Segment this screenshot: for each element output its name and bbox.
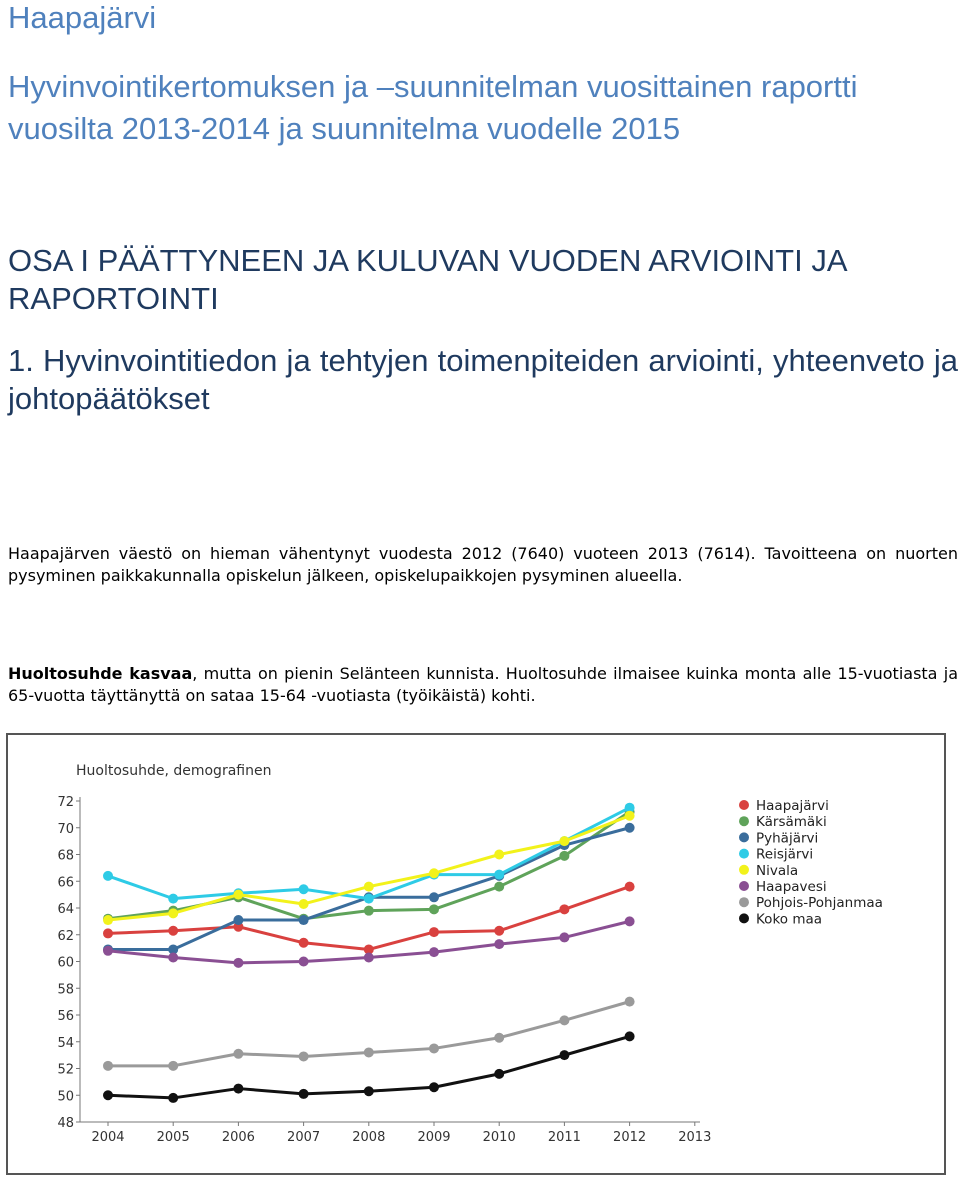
data-point [168,1061,178,1071]
data-point [494,882,504,892]
data-point [168,952,178,962]
x-tick-label: 2011 [547,1130,581,1145]
data-point [233,915,243,925]
data-point [364,1086,374,1096]
x-tick-label: 2013 [678,1130,712,1145]
data-point [625,916,635,926]
data-point [364,894,374,904]
legend-label: Nivala [756,862,799,879]
data-point [103,871,113,881]
x-tick-label: 2004 [91,1130,125,1145]
y-tick-label: 52 [57,1062,74,1078]
data-point [559,851,569,861]
data-point [103,1090,113,1100]
legend-label: Haapavesi [756,879,827,895]
data-point [429,927,439,937]
data-point [233,1049,243,1059]
data-point [494,926,504,936]
legend-marker [739,849,749,859]
data-point [494,1069,504,1079]
data-point [299,1051,309,1061]
y-tick-label: 58 [57,982,74,998]
data-point [103,946,113,956]
dependency-ratio-chart [8,735,944,1173]
x-tick-label: 2008 [352,1130,386,1145]
legend-label: Haapajärvi [756,798,829,814]
legend-marker [739,913,749,923]
x-tick-label: 2006 [221,1130,255,1145]
legend-marker [739,897,749,907]
data-point [625,811,635,821]
y-tick-label: 72 [57,795,74,810]
data-point [625,823,635,833]
legend-label: Koko maa [756,911,823,928]
legend-marker [739,832,749,842]
legend-label: Reisjärvi [756,846,814,863]
data-point [168,908,178,918]
data-point [364,882,374,892]
data-point [364,906,374,916]
data-point [168,1093,178,1103]
dependency-ratio-text: , mutta on pienin Selänteen kunnista. Huoltosuhde ilmaisee kuinka monta alle 15-vuotiasta ja 65-vuotta täyttänyttä on sataa 15-64 -vuotiasta (työikäistä) kohti. [8,664,959,705]
legend-label: Pohjois-Pohjanmaa [756,895,883,912]
data-point [299,915,309,925]
data-point [299,938,309,948]
legend-label: Pyhäjärvi [756,830,819,847]
data-point [364,1047,374,1057]
chart-title: Huoltosuhde, demografinen [76,763,272,779]
legend-marker [739,800,749,810]
y-tick-label: 64 [57,902,74,917]
series-k-rs-m-ki [103,807,635,924]
data-point [364,952,374,962]
data-point [429,904,439,914]
data-point [559,836,569,846]
data-point [559,904,569,914]
site-title: Haapajärvi [8,0,157,35]
data-point [494,870,504,880]
data-point [625,1031,635,1041]
report-title: Hyvinvointikertomuksen ja –suunnitelman vuosittainen raportti vuosilta 2013-2014 ja suunnitelma vuodelle 2015 [8,69,858,146]
y-tick-label: 60 [57,955,74,971]
data-point [559,1050,569,1060]
legend-marker [739,881,749,891]
data-point [494,1033,504,1043]
legend-marker [739,865,749,875]
x-tick-label: 2007 [287,1130,321,1145]
data-point [299,1089,309,1099]
y-tick-label: 54 [57,1035,74,1051]
data-point [299,899,309,909]
y-tick-label: 68 [57,848,74,864]
legend-label: Kärsämäki [756,814,827,831]
data-point [299,957,309,967]
data-point [233,1084,243,1094]
chart-frame [6,733,946,1175]
data-point [625,997,635,1007]
data-point [559,1015,569,1025]
section-heading: 1. Hyvinvointitiedon ja tehtyjen toimenpiteiden arviointi, yhteenveto ja johtopäätökset [8,343,958,416]
part-heading: OSA I PÄÄTTYNEEN JA KULUVAN VUODEN ARVIOINTI JA RAPORTOINTI [8,243,846,316]
x-tick-label: 2005 [156,1130,190,1145]
data-point [233,958,243,968]
data-point [233,890,243,900]
data-point [103,1061,113,1071]
data-point [429,1043,439,1053]
chart-series [103,803,635,1103]
dependency-ratio-emphasis: Huoltosuhde kasvaa [8,664,193,683]
legend-marker [739,816,749,826]
data-point [168,894,178,904]
y-tick-label: 62 [57,928,74,944]
data-point [168,926,178,936]
data-point [299,884,309,894]
x-tick-label: 2010 [482,1130,516,1145]
x-tick-label: 2012 [613,1130,647,1145]
y-tick-label: 70 [57,821,74,837]
series-haapavesi [103,916,635,967]
data-point [429,892,439,902]
y-tick-label: 56 [57,1009,74,1024]
dependency-ratio-paragraph [8,663,958,707]
chart-legend [739,798,883,927]
chart-axes [57,795,711,1145]
data-point [625,882,635,892]
data-point [494,850,504,860]
data-point [429,868,439,878]
y-tick-label: 48 [57,1116,74,1131]
population-paragraph: Haapajärven väestö on hieman vähentynyt vuodesta 2012 (7640) vuoteen 2013 (7614). Tavoitteena on nuorten pysyminen paikkakunnalla opiskelun jälkeen, opiskelupaikkojen pysyminen alueella. [8,544,958,585]
data-point [429,1082,439,1092]
y-tick-label: 50 [57,1089,74,1105]
data-point [103,928,113,938]
data-point [559,932,569,942]
series-pohjois-pohjanmaa [103,997,635,1071]
series-line [108,816,630,920]
x-tick-label: 2009 [417,1130,451,1145]
data-point [103,915,113,925]
data-point [494,939,504,949]
data-point [429,947,439,957]
series-koko-maa [103,1031,635,1103]
y-tick-label: 66 [57,875,74,891]
